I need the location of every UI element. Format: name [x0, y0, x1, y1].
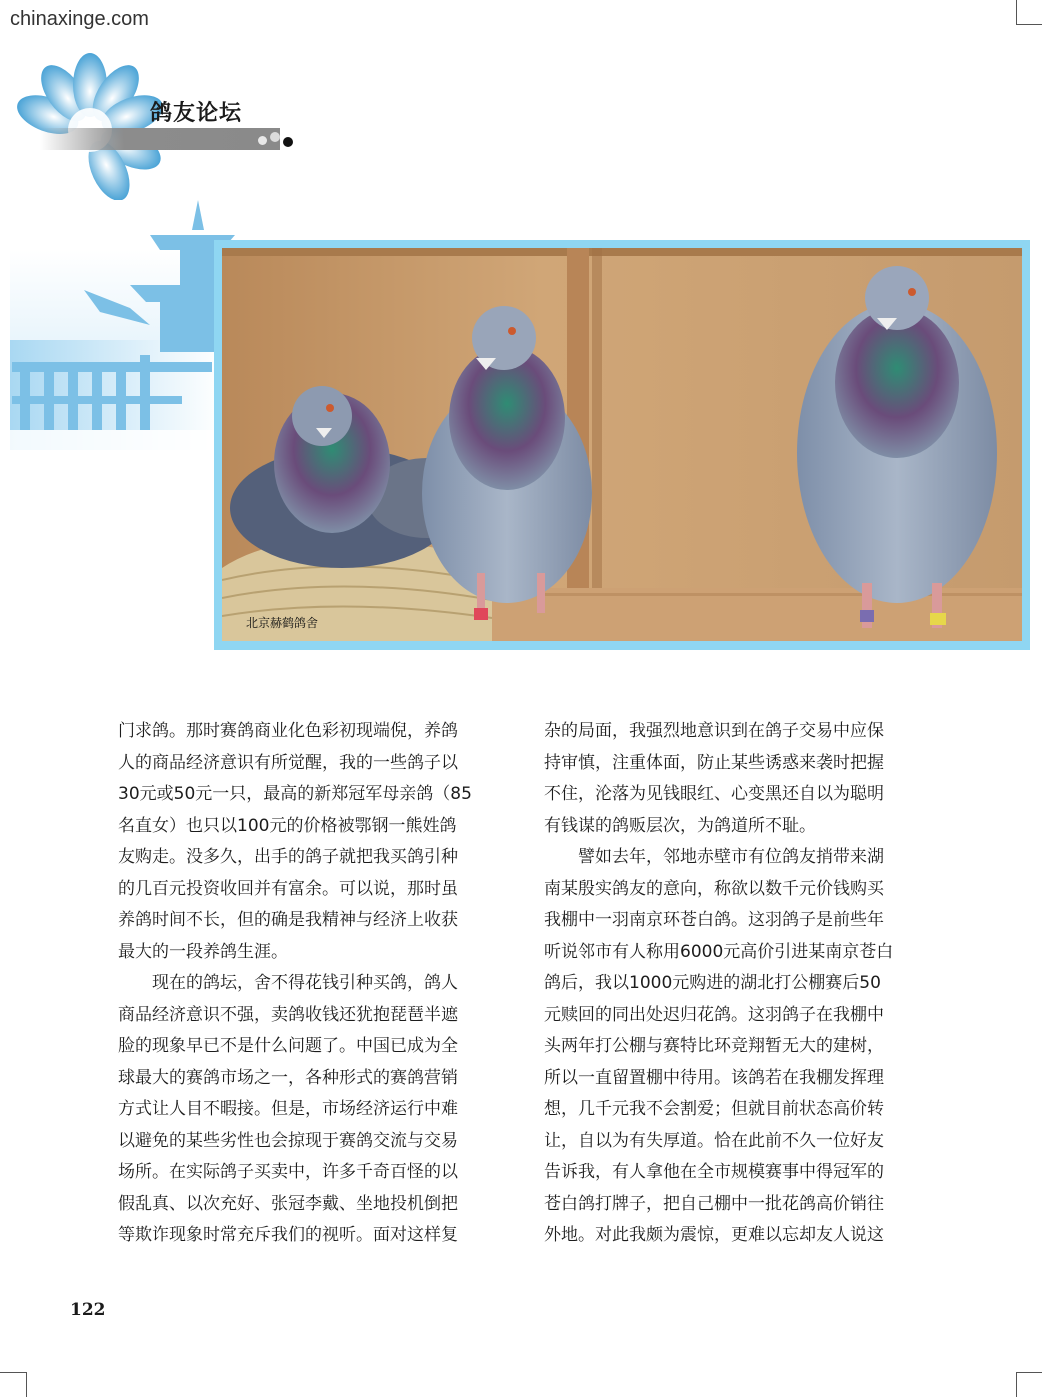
article-line: 名直女）也只以100元的价格被鄂钢一熊姓鸽 — [118, 815, 457, 836]
article-column-right — [544, 716, 924, 1252]
pigeon-photo — [222, 248, 1022, 641]
pagoda-decoration — [0, 190, 240, 470]
article-line: 杂的局面，我强烈地意识到在鸽子交易中应保 — [544, 721, 884, 741]
article-line: 方式让人目不暇接。但是，市场经济运行中难 — [118, 1099, 458, 1119]
dot-ornament — [270, 132, 280, 142]
article-line: 所以一直留置棚中待用。该鸽若在我棚发挥理 — [544, 1067, 884, 1088]
article-line: 头两年打公棚与赛特比环竞翔暂无大的建树， — [544, 1036, 884, 1056]
article-line: 南某殷实鸽友的意向，称欲以数千元价钱购买 — [544, 878, 884, 899]
article-line: 有钱谋的鸽贩层次，为鸽道所不耻。 — [544, 815, 816, 836]
article-line: 我棚中一羽南京环苍白鸽。这羽鸽子是前些年 — [544, 910, 884, 930]
crop-mark-bottom-right — [1016, 1372, 1042, 1397]
article-line: 人的商品经济意识有所觉醒，我的一些鸽子以 — [118, 752, 458, 773]
article-line: 想，几千元我不会割爱；但就目前状态高价转 — [544, 1099, 884, 1119]
article-line: 脸的现象早已不是什么问题了。中国已成为全 — [118, 1036, 458, 1056]
article-column-left — [118, 716, 498, 1252]
article-line: 不住，沦落为见钱眼红、心变黑还自以为聪明 — [544, 784, 884, 804]
article-line: 的几百元投资收回并有富余。可以说，那时虽 — [118, 878, 458, 899]
article-line: 听说邻市有人称用6000元高价引进某南京苍白 — [544, 941, 894, 962]
article-line: 假乱真、以次充好、张冠李戴、坐地投机倒把 — [118, 1193, 458, 1214]
article-line: 元赎回的同出处迟归花鸽。这羽鸽子在我棚中 — [544, 1004, 884, 1025]
article-line: 持审慎，注重体面，防止某些诱惑来袭时把握 — [544, 752, 884, 773]
dot-ornament-dark — [283, 137, 293, 147]
article-line: 球最大的赛鸽市场之一，各种形式的赛鸽营销 — [118, 1067, 458, 1088]
article-line: 苍白鸽打牌子，把自己棚中一批花鸽高价销往 — [544, 1193, 884, 1214]
page-number: 122 — [70, 1300, 106, 1320]
article-line: 最大的一段养鸽生涯。 — [118, 941, 288, 962]
article-line: 场所。在实际鸽子买卖中，许多千奇百怪的以 — [118, 1162, 458, 1182]
article-line: 养鸽时间不长，但的确是我精神与经济上收获 — [118, 910, 458, 930]
article-line: 告诉我，有人拿他在全市规模赛事中得冠军的 — [544, 1162, 884, 1182]
dot-ornament — [258, 136, 267, 145]
crop-mark-bottom-left — [0, 1372, 27, 1397]
article-line: 友购走。没多久，出手的鸽子就把我买鸽引种 — [118, 847, 458, 867]
article-line: 30元或50元一只，最高的新郑冠军母亲鸽（85 — [118, 784, 472, 804]
article-line: 等欺诈现象时常充斥我们的视听。面对这样复 — [118, 1225, 458, 1245]
section-title: 鸽友论坛 — [150, 100, 243, 126]
article-line: 外地。对此我颇为震惊，更难以忘却友人说这 — [544, 1225, 884, 1245]
crop-mark-top-right — [1016, 0, 1042, 25]
photo-caption: 北京赫鹤鸽舍 — [246, 616, 319, 630]
article-line: 让，自以为有失厚道。恰在此前不久一位好友 — [544, 1130, 884, 1151]
article-line: 商品经济意识不强，卖鸽收钱还犹抱琵琶半遮 — [118, 1004, 458, 1025]
article-line: 现在的鸽坛，舍不得花钱引种买鸽，鸽人 — [118, 973, 458, 993]
article-line: 鸽后，我以1000元购进的湖北打公棚赛后50 — [544, 973, 881, 993]
article-line: 以避免的某些劣性也会掠现于赛鸽交流与交易 — [118, 1130, 458, 1151]
article-line: 譬如去年，邻地赤壁市有位鸽友捎带来湖 — [544, 847, 884, 867]
header-bar — [40, 128, 280, 150]
article-line: 门求鸽。那时赛鸽商业化色彩初现端倪，养鸽 — [118, 721, 458, 741]
watermark: chinaxinge.com — [10, 8, 149, 30]
